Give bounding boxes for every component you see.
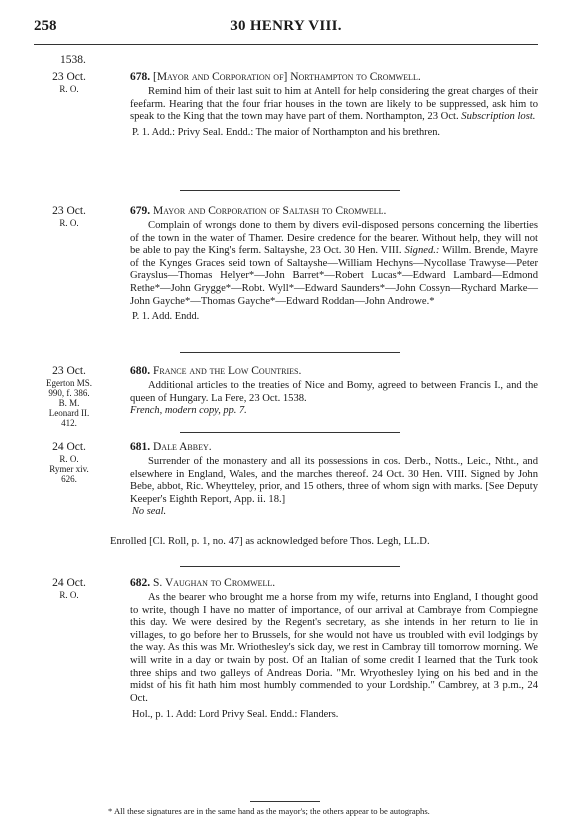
- entry-source: Egerton MS.: [46, 378, 92, 388]
- entry-margin: [34, 204, 104, 228]
- entry-heading: Mayor and Corporation of Saltash to Cromwell.: [153, 205, 387, 217]
- running-head: 30 HENRY VIII.: [230, 18, 342, 34]
- enrolment-note: Enrolled [Cl. Roll, p. 1, no. 47] as acknowledged before Thos. Legh, LL.D.: [110, 536, 430, 547]
- entry-source: R. O.: [59, 590, 79, 600]
- entry-title: [130, 364, 538, 378]
- entry-margin: [34, 440, 104, 484]
- entry-heading: S. Vaughan to Cromwell.: [153, 577, 276, 589]
- entry-source: R. O.: [59, 454, 79, 464]
- entry-note: Signed.:: [404, 245, 440, 257]
- entry-body: [130, 440, 538, 519]
- entry-date: 23 Oct.: [52, 205, 86, 217]
- entry-summary: Remind him of their last suit to him at Antell for help considering the great charges of their feefarm. Hearing that the four friar houses in the town are likely to be suppressed, ask him to speak to the King that the town may have part of them. Northampton, 23 Oct.: [130, 86, 538, 123]
- entry-margin: [34, 364, 104, 428]
- entry-body: [130, 70, 538, 139]
- entry-title: [130, 440, 538, 454]
- entry-divider: [180, 352, 400, 353]
- entry-heading: Dale Abbey.: [153, 441, 212, 453]
- entry-number: 682.: [130, 577, 151, 589]
- entry-date: 24 Oct.: [52, 577, 86, 589]
- header-rule: [34, 44, 538, 45]
- footnote-rule: [250, 801, 320, 802]
- entry-meta: Hol., p. 1. Add: Lord Privy Seal. Endd.: Flanders.: [132, 709, 339, 721]
- entry-number: 678.: [130, 71, 151, 83]
- entry-source: 626.: [61, 474, 77, 484]
- entry-date: 23 Oct.: [52, 71, 86, 83]
- entry-divider: [180, 432, 400, 433]
- entry-source: Leonard II.: [48, 408, 90, 418]
- entry-divider: [180, 190, 400, 191]
- entry-text: Surrender of the monastery and all its possessions in cos. Derb., Notts., Leic., Ntht., and elsewhere in England, Wales, and the marches thereof. 24 Oct. 30 Hen. VIII. Signed by John Bebe, abbot, Ric. Wheytteley, prior, and 15 others, three of whom sign with marks. [See Deputy Keeper's Eighth Report, App. ii. 18.]: [130, 456, 538, 505]
- footnote: * All these signatures are in the same hand as the mayor's; the others appear to be autographs.: [108, 806, 430, 816]
- entry-title: [130, 204, 538, 218]
- entry-text: [130, 220, 538, 308]
- entry-meta: No seal.: [132, 506, 167, 518]
- entry-source: R. O.: [59, 218, 79, 228]
- entry-meta: French, modern copy, pp. 7.: [130, 405, 247, 417]
- entry-body: [130, 364, 538, 418]
- entry-number: 680.: [130, 365, 151, 377]
- entry-source: R. O.: [59, 84, 79, 94]
- page-header: [34, 18, 538, 40]
- entry-heading: France and the Low Countries.: [153, 365, 302, 377]
- entry-meta: P. 1. Add. Endd.: [132, 311, 200, 323]
- entry-heading: [Mayor and Corporation of] Northampton to Cromwell.: [153, 71, 421, 83]
- entry-title: [130, 70, 538, 84]
- entry-source: Rymer xiv.: [49, 464, 89, 474]
- entry-margin: [34, 70, 104, 94]
- page-number: 258: [34, 18, 57, 34]
- entry-number: 679.: [130, 205, 151, 217]
- entry-divider: [180, 566, 400, 567]
- entry-meta: P. 1. Add.: Privy Seal. Endd.: The maior of Northampton and his brethren.: [132, 126, 441, 138]
- year-label: 1538.: [60, 54, 86, 66]
- entry-source: 412.: [61, 418, 77, 428]
- entry-signatures: Willm. Brende, Mayre of the Kynges Graces seid town of Saltayshe—William Hechyns—Nycollase Trawyse—Peter Grayslus—Thomas Helyer*—John Barret*—Robert Lucas*—Edward Lambard—Edmond Rethe*—John Grygge*—Robt. Wyll*—Edward Saunders*—John Cossyn—Rychard Marke—John Gayche*—Thomas Gayche*—Edward Roddan—John Androwe.*: [130, 245, 539, 307]
- entry-date: 24 Oct.: [52, 441, 86, 453]
- entry-text: As the bearer who brought me a horse from my wife, returns into England, I thought good to write, though I have no matter of importance, of our arrival at Cambraye from Compiegne this day. We were desired by the Regent's secretary, as she intends in her return to lie in villages, to go before her to Brussels, for she would not have us troubled with evil lodgings by the way. As this was Mr. Wriothesley's sick day, we rest in Cambray till tomorrow morning. We will write in a day or twain by post. Of an Italian of some credit I learned that the Turk took three ships and two galleys of Andreas Doria. "Mr. Wryothesley lying on his bed and in the midst of his fit hath him most humbly commended to your Lordship." Cambrey, at 3 p.m., 24 Oct.: [130, 592, 538, 704]
- entry-title: [130, 576, 538, 590]
- entry-source: 990, f. 386.: [48, 388, 90, 398]
- entry-margin: [34, 576, 104, 600]
- entry-number: 681.: [130, 441, 151, 453]
- entry-summary: Complain of wrongs done to them by divers evil-disposed persons concerning the liberties of the town in the water of Thamer. Desire credence for the bearer. Without help, they will not be able to pay the King's ferm. Saltayshe, 23 Oct. 30 Hen. VIII.: [130, 220, 538, 257]
- entry-date: 23 Oct.: [52, 365, 86, 377]
- entry-text: Additional articles to the treaties of Nice and Bomy, agreed to between Francis I., and the queen of Hungary. La Fere, 23 Oct. 1538.: [130, 380, 538, 404]
- entry-source: B. M.: [58, 398, 80, 408]
- entry-text: [130, 86, 538, 124]
- entry-body: [130, 204, 538, 324]
- entry-note: Subscription lost.: [461, 111, 536, 123]
- entry-body: [130, 576, 538, 722]
